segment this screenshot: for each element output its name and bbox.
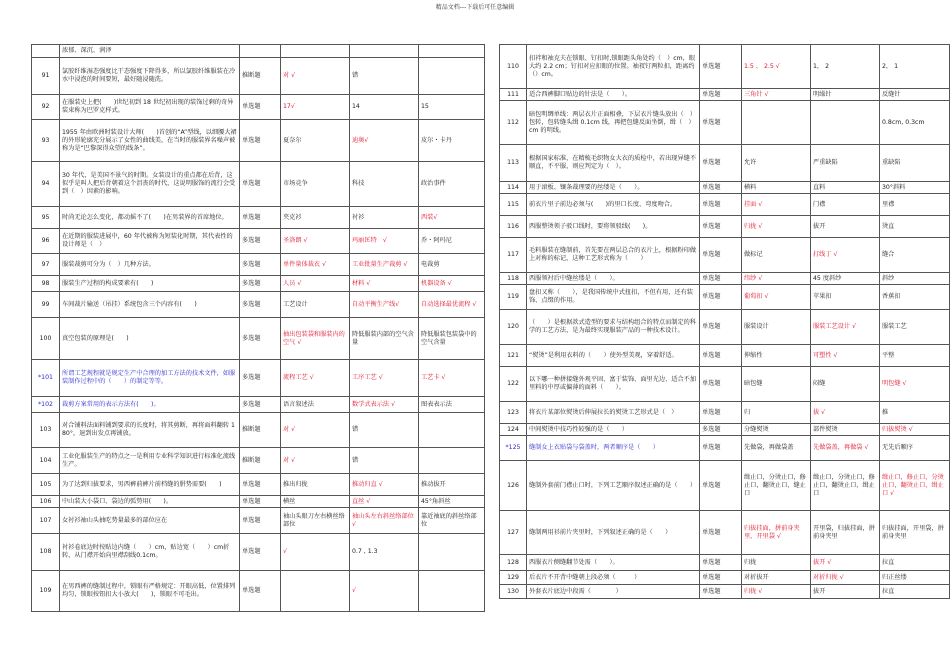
option-a: 圣洛朗 √ bbox=[281, 229, 350, 254]
question-type: 单选题 bbox=[240, 508, 281, 534]
option-b: 闷缝 bbox=[811, 367, 880, 402]
option-b bbox=[350, 45, 419, 58]
question-row bbox=[500, 273, 950, 285]
option-c: 拉直 bbox=[880, 585, 950, 599]
question-row bbox=[32, 276, 485, 292]
option-a: 语言叙述法 bbox=[281, 397, 350, 413]
option-c: 西装√ bbox=[419, 207, 485, 229]
option-b: 袖山头左右斜丝络部位 √ bbox=[350, 508, 419, 534]
option-c bbox=[419, 45, 485, 58]
question-text: 缝制女上衣贴袋与袋盖时，两者顺序是（ ） bbox=[527, 436, 700, 461]
question-type: 多选题 bbox=[240, 229, 281, 254]
question-type: 多选题 bbox=[240, 254, 281, 276]
question-type: 单选题 bbox=[240, 120, 281, 162]
question-type: 单选题 bbox=[700, 461, 742, 511]
question-text: 中山装大小袋口、袋边的弧势用( )。 bbox=[60, 496, 240, 508]
question-number: 119 bbox=[500, 285, 527, 310]
question-row bbox=[500, 585, 950, 599]
question-row bbox=[32, 254, 485, 276]
question-number: 118 bbox=[500, 273, 527, 285]
question-number: 95 bbox=[32, 207, 60, 229]
option-b: 自动平衡生产线√ bbox=[350, 292, 419, 318]
question-number: 108 bbox=[32, 534, 60, 571]
option-b: 部件熨烫 bbox=[811, 424, 880, 436]
question-number: 120 bbox=[500, 310, 527, 345]
option-b: 0.7 , 1.3 bbox=[350, 534, 419, 571]
option-b: 直料 bbox=[811, 182, 880, 194]
option-a: 工艺设计 bbox=[281, 292, 350, 318]
option-c: 推动拔开 bbox=[419, 474, 485, 496]
question-number: 129 bbox=[500, 571, 527, 585]
question-text: 适合西裤脚口贴边的针法是（ ）。 bbox=[527, 89, 700, 101]
option-c: 服装工艺 bbox=[880, 310, 950, 345]
option-c: 30°斜料 bbox=[880, 182, 950, 194]
question-type: 单选题 bbox=[240, 162, 281, 207]
question-row bbox=[500, 424, 950, 436]
question-text: 30 年代，是美国不景气的时期。女装设计的重点都在后背，这似乎是叫人把后背朝着这个沮丧的时代，这说明服饰的流行会受到（ ）因素的影响。 bbox=[60, 162, 240, 207]
question-type: 单选题 bbox=[700, 45, 742, 89]
option-a: 允许 bbox=[742, 145, 811, 182]
question-text: 前衣片里子前边必须与( )的里口长度、弯度吻合。 bbox=[527, 194, 700, 216]
question-type: 推断题 bbox=[240, 413, 281, 448]
question-text: 在近期的服装进展中，60 年代被称为短装化时期，其代表性的设计师是（ ） bbox=[60, 229, 240, 254]
option-a: 抽出包装袋和服装内的空气 √ bbox=[281, 318, 350, 360]
option-a: 分缝熨烫 bbox=[742, 424, 811, 436]
option-b: 可塑性 √ bbox=[811, 345, 880, 367]
option-a: 做标记 bbox=[742, 238, 811, 273]
option-a: 归拢 √ bbox=[742, 216, 811, 238]
question-row bbox=[32, 496, 485, 508]
question-row bbox=[500, 461, 950, 511]
question-row bbox=[500, 45, 950, 89]
question-type: 单选题 bbox=[240, 571, 281, 612]
option-c bbox=[419, 448, 485, 474]
question-text: 后衣片不开背中缝朝上段必须（ ） bbox=[527, 571, 700, 585]
option-c bbox=[419, 58, 485, 95]
option-c: 降低服装包装袋中的空气含量 bbox=[419, 318, 485, 360]
question-row bbox=[500, 238, 950, 273]
question-text: 1955 年由欧洲时装设计大师( )首创的“A”型线，以细腰大裙的外形轮廓充分展示了女性的曲线美，在当时的服装界名噪声被称为是“巴黎深得众望的线条”。 bbox=[60, 120, 240, 162]
question-type: 单选题 bbox=[700, 367, 742, 402]
question-type: 单选题 bbox=[700, 585, 742, 599]
option-a: 市场竞争 bbox=[281, 162, 350, 207]
question-number: 97 bbox=[32, 254, 60, 276]
question-number: 106 bbox=[32, 496, 60, 508]
option-a: 暗包缝 bbox=[742, 367, 811, 402]
question-type: 单选题 bbox=[700, 511, 742, 555]
question-number: *125 bbox=[500, 436, 527, 461]
question-type: 单选题 bbox=[700, 101, 742, 145]
option-b: 缉止口，分烫止口，修止口，翻烫止口，缉止口 bbox=[811, 461, 880, 511]
question-row bbox=[500, 511, 950, 555]
question-row bbox=[500, 89, 950, 101]
question-text: “熨烫”是利用衣料的（ ）使外型美观，穿着舒适。 bbox=[527, 345, 700, 367]
question-row bbox=[500, 216, 950, 238]
option-a: 归 bbox=[742, 402, 811, 424]
question-text: 真空包装的原理是( ) bbox=[60, 318, 240, 360]
question-row bbox=[32, 318, 485, 360]
option-a: √ bbox=[281, 534, 350, 571]
question-text: （ ）是根据款式造型的要求与结构组合的特点而制定的科学的工艺方法，是为最终实现服装产品的一种技术设计。 bbox=[527, 310, 700, 345]
option-a: 单件量体裁衣 √ bbox=[281, 254, 350, 276]
question-row bbox=[500, 145, 950, 182]
question-number: 96 bbox=[32, 229, 60, 254]
option-c: 政治事件 bbox=[419, 162, 485, 207]
question-row bbox=[32, 229, 485, 254]
option-a: 对 √ bbox=[281, 448, 350, 474]
option-b: 材料 √ bbox=[350, 276, 419, 292]
option-c bbox=[419, 534, 485, 571]
question-text: 工业化服装生产的特点之一是利用专业科学知识进行标准化流线生产。 bbox=[60, 448, 240, 474]
option-a bbox=[742, 101, 811, 145]
option-b: 直丝 √ bbox=[350, 496, 419, 508]
right-question-table bbox=[499, 44, 950, 599]
question-row bbox=[500, 571, 950, 585]
option-a: 服装设计 bbox=[742, 310, 811, 345]
option-b: 门襟 bbox=[811, 194, 880, 216]
question-text: 西服领衬后中缝丝缕是（ ）。 bbox=[527, 273, 700, 285]
question-text: 缝制两用衫前片夹里时，下列叙述正确的是（ ） bbox=[527, 511, 700, 555]
option-a bbox=[281, 45, 350, 58]
question-row bbox=[32, 45, 485, 58]
left-question-table bbox=[31, 44, 485, 612]
question-type: 单选题 bbox=[700, 194, 742, 216]
question-text: 所谓工艺规程就是规定生产中合理的加工方法的技术文件，如服装制作过程中的（ ）的制定等等。 bbox=[60, 360, 240, 397]
question-text: 缝制外套前门襟止口时，下列工艺顺序叙述正确的是（ ） bbox=[527, 461, 700, 511]
option-c: 图表表示法 bbox=[419, 397, 485, 413]
question-text: 根据国家标准，在精梳毛织物女大衣的质检中，若出现异缝不顺直，不平服，则应判定为（ ）。 bbox=[527, 145, 700, 182]
question-row bbox=[500, 182, 950, 194]
option-a: 挂面 √ bbox=[742, 194, 811, 216]
question-number: 122 bbox=[500, 367, 527, 402]
question-type: 单选题 bbox=[240, 474, 281, 496]
question-type: 推断题 bbox=[240, 448, 281, 474]
question-type: 多选题 bbox=[240, 360, 281, 397]
question-row bbox=[32, 95, 485, 120]
question-row bbox=[500, 402, 950, 424]
question-row bbox=[32, 162, 485, 207]
question-row bbox=[32, 448, 485, 474]
option-a: 对 √ bbox=[281, 58, 350, 95]
question-type: 多选题 bbox=[240, 397, 281, 413]
question-type: 单选题 bbox=[700, 310, 742, 345]
question-text: 服装生产过程的构成要素有( ) bbox=[60, 276, 240, 292]
option-b: 工序工艺 √ bbox=[350, 360, 419, 397]
question-row bbox=[32, 207, 485, 229]
option-a: 三角针 √ bbox=[742, 89, 811, 101]
question-text: 暗包明绸单线：两层衣片正面相叠，下层衣片缝头放出（ ）包转，包转缝头缉 0.1cm 线，再把包缝反面坐倒，缉（ ）cm 的明线。 bbox=[527, 101, 700, 145]
option-b: 数学式表示法 √ bbox=[350, 397, 419, 413]
option-b: 玛丽匡特 √ bbox=[350, 229, 419, 254]
question-type: 单选题 bbox=[240, 207, 281, 229]
question-row bbox=[32, 120, 485, 162]
question-text: 毛料服装在缝制前，首先要在两层总合的衣片上，根据粉印做上对称的标记，这种工艺形式称为（ ） bbox=[527, 238, 700, 273]
question-type: 单选题 bbox=[240, 95, 281, 120]
option-b: 对折归拢 √ bbox=[811, 571, 880, 585]
question-type: 多选题 bbox=[240, 276, 281, 292]
question-number: 130 bbox=[500, 585, 527, 599]
question-number: 104 bbox=[32, 448, 60, 474]
option-a: 对 √ bbox=[281, 413, 350, 448]
option-b: 错 bbox=[350, 448, 419, 474]
option-b: 拔开 bbox=[811, 585, 880, 599]
question-text: 将衣片某部位熨烫后伸展拉长的熨烫工艺形式是（ ） bbox=[527, 402, 700, 424]
question-number: 92 bbox=[32, 95, 60, 120]
option-b: 45 度斜纱 bbox=[811, 273, 880, 285]
question-text: 衬衫卷底边时按贴边内缝（ ）cm，贴边宽（ ）cm折转，从门襟开始向里襟刮线0.1cm。 bbox=[60, 534, 240, 571]
question-row bbox=[500, 101, 950, 145]
question-type: 单选题 bbox=[700, 571, 742, 585]
option-c: 明包缝 √ bbox=[880, 367, 950, 402]
question-row bbox=[500, 436, 950, 461]
option-c: 烫直 bbox=[880, 216, 950, 238]
question-text: 在服装史上把( )世纪初到 18 世纪初出现的装饰过剩的奇异装束称为巴罗克样式。 bbox=[60, 95, 240, 120]
option-c: 拉直 bbox=[880, 555, 950, 571]
question-number: 105 bbox=[32, 474, 60, 496]
question-text: 用于滚板、镶条裁理要的丝缕是（ ）。 bbox=[527, 182, 700, 194]
question-type: 单选题 bbox=[700, 345, 742, 367]
question-text: 对合铺料法面料铺到要求的长度时，将其剪断，再将面料翻转 180°，退到出发点再铺放。 bbox=[60, 413, 240, 448]
question-type: 单选题 bbox=[240, 534, 281, 571]
option-c: 2， 1 bbox=[880, 45, 950, 89]
option-c: 反缝针 bbox=[880, 89, 950, 101]
option-b: 错 bbox=[350, 58, 419, 95]
option-b bbox=[811, 101, 880, 145]
option-c: 归拔熨烫 √ bbox=[880, 424, 950, 436]
question-row bbox=[500, 345, 950, 367]
question-text: 氯胶纤维湿态强度比干态强度下降得多，所以氯胶纤维服装在冷水中浸泡的时间要短，最好随浸随洗。 bbox=[60, 58, 240, 95]
question-type: 单选题 bbox=[700, 436, 742, 461]
question-type: 单选题 bbox=[700, 285, 742, 310]
option-a: 缉止口，分烫止口，修止口，翻烫止口，缝止口 bbox=[742, 461, 811, 511]
option-a: 对折拔开 bbox=[742, 571, 811, 585]
option-c: 自动选择最优流程 √ bbox=[419, 292, 485, 318]
question-row bbox=[32, 58, 485, 95]
question-type: 多选题 bbox=[700, 424, 742, 436]
question-number: 117 bbox=[500, 238, 527, 273]
option-a: 夏奈尔 bbox=[281, 120, 350, 162]
question-number: 112 bbox=[500, 101, 527, 145]
option-a: 横丝 bbox=[281, 496, 350, 508]
question-text: 女衬衫袖山头抽吃势量最多的部位应在 bbox=[60, 508, 240, 534]
option-a: 1.5 、 2.5 √ bbox=[742, 45, 811, 89]
question-number: 127 bbox=[500, 511, 527, 555]
question-row bbox=[500, 194, 950, 216]
question-type: 多选题 bbox=[240, 318, 281, 360]
page-header: 精品文档---下载后可任意编辑 bbox=[435, 4, 515, 11]
option-c: 电裁剪 bbox=[419, 254, 485, 276]
option-b: 先做袋盖，再做袋 √ bbox=[811, 436, 880, 461]
question-row bbox=[32, 508, 485, 534]
option-b: 迪奥√ bbox=[350, 120, 419, 162]
option-b: 拔开 bbox=[811, 216, 880, 238]
question-number: 98 bbox=[32, 276, 60, 292]
option-a: 人员 √ bbox=[281, 276, 350, 292]
option-b: √ bbox=[350, 571, 419, 612]
question-type: 单选题 bbox=[700, 182, 742, 194]
question-number: 128 bbox=[500, 555, 527, 571]
option-b: 严重缺陷 bbox=[811, 145, 880, 182]
question-row bbox=[32, 292, 485, 318]
question-row bbox=[500, 285, 950, 310]
question-number: 94 bbox=[32, 162, 60, 207]
option-a bbox=[281, 571, 350, 612]
question-text: 裁剪方案常用的表示方法有( )。 bbox=[60, 397, 240, 413]
question-text: 车间裁片输送（吊挂）系统包含三个内容有( ) bbox=[60, 292, 240, 318]
question-number: 93 bbox=[32, 120, 60, 162]
question-text: 服装裁剪可分为（ ）几种方法。 bbox=[60, 254, 240, 276]
question-type: 单选题 bbox=[700, 555, 742, 571]
option-c: 推 bbox=[880, 402, 950, 424]
option-b: 降低服装内部的空气含量 bbox=[350, 318, 419, 360]
question-text: 在男西裤的缝制过程中，锁眼有严格规定：开眼高低，位置排列均匀，锁眼按钮扣大小放大( )，锁眼不可毛出。 bbox=[60, 571, 240, 612]
option-a: 横料 bbox=[742, 182, 811, 194]
option-c: 15 bbox=[419, 95, 485, 120]
option-c: 缝合 bbox=[880, 238, 950, 273]
question-number: 111 bbox=[500, 89, 527, 101]
option-b: 开里袋，归拔挂面，拼前身夹里 bbox=[811, 511, 880, 555]
option-a: 袖山头眼刀左右横丝络部位 bbox=[281, 508, 350, 534]
question-text: 以下哪一种拼接缝外观平固、富于装饰、面里光边、适合不加里料的中厚或偏薄的面料（ ）。 bbox=[527, 367, 700, 402]
question-number: 114 bbox=[500, 182, 527, 194]
option-c: 归正丝缕 bbox=[880, 571, 950, 585]
option-b: 服装工艺设计 √ bbox=[811, 310, 880, 345]
option-a: 夹克衫 bbox=[281, 207, 350, 229]
question-number: 109 bbox=[32, 571, 60, 612]
option-a: 纬纱 √ bbox=[742, 273, 811, 285]
option-a: 葡萄扣 √ bbox=[742, 285, 811, 310]
option-c: 里襟 bbox=[880, 194, 950, 216]
question-text: 盘扣又称（ ），是我国传统中式扭扣，不但有用，还有装饰、点缀的作用。 bbox=[527, 285, 700, 310]
question-row bbox=[32, 413, 485, 448]
option-c: 斜纱 bbox=[880, 273, 950, 285]
question-text: 扣袢和袖克夫在锁眼、钉扣时,锁眼距头角处约（ ）cm，眼大约 2.2 cm；钉扣对应扣眼的位置。袖衩钉两粒扣，距离约（）cm。 bbox=[527, 45, 700, 89]
option-c: 缉止口，修止口，分烫止口，翻烫止口，缉止口 √ bbox=[880, 461, 950, 511]
option-b: 拔 √ bbox=[811, 402, 880, 424]
option-a: 先做袋，再做袋盖 bbox=[742, 436, 811, 461]
question-text: 西服衣片侧缝翻节处需（ ）。 bbox=[527, 555, 700, 571]
option-c: 归拔挂面，开里袋，拼前身夹里 bbox=[880, 511, 950, 555]
option-c bbox=[419, 571, 485, 612]
option-c: 工艺卡 √ bbox=[419, 360, 485, 397]
option-a: 17√ bbox=[281, 95, 350, 120]
option-c: 0.8cm, 0.3cm bbox=[880, 101, 950, 145]
option-b: 明缲针 bbox=[811, 89, 880, 101]
question-row bbox=[500, 310, 950, 345]
option-b: 推动归直 √ bbox=[350, 474, 419, 496]
option-a: 归拔挂面，拼前身夹里，开里袋 √ bbox=[742, 511, 811, 555]
option-b: 科技 bbox=[350, 162, 419, 207]
question-number: 115 bbox=[500, 194, 527, 216]
option-c: 皮尔・卡丹 bbox=[419, 120, 485, 162]
question-row bbox=[32, 360, 485, 397]
question-number: *102 bbox=[32, 397, 60, 413]
question-number: 123 bbox=[500, 402, 527, 424]
question-number bbox=[32, 45, 60, 58]
question-number: 91 bbox=[32, 58, 60, 95]
option-b: 苹果扣 bbox=[811, 285, 880, 310]
question-type: 单选题 bbox=[700, 89, 742, 101]
option-c: 平整 bbox=[880, 345, 950, 367]
question-number: 124 bbox=[500, 424, 527, 436]
option-b: 错 bbox=[350, 413, 419, 448]
option-b: 打线丁 √ bbox=[811, 238, 880, 273]
question-type bbox=[240, 45, 281, 58]
option-c: 香蕉扣 bbox=[880, 285, 950, 310]
question-type: 单选题 bbox=[700, 238, 742, 273]
option-b: 工业批量生产裁剪 √ bbox=[350, 254, 419, 276]
question-row bbox=[32, 397, 485, 413]
option-a: 流程工艺 √ bbox=[281, 360, 350, 397]
question-number: 116 bbox=[500, 216, 527, 238]
question-row bbox=[32, 571, 485, 612]
option-a: 推出归拢 bbox=[281, 474, 350, 496]
option-c: 机器设备 √ bbox=[419, 276, 485, 292]
option-c bbox=[419, 413, 485, 448]
question-number: 113 bbox=[500, 145, 527, 182]
question-type: 单选题 bbox=[700, 402, 742, 424]
option-a: 归拢 bbox=[742, 555, 811, 571]
question-type: 多选题 bbox=[240, 292, 281, 318]
question-row bbox=[32, 474, 485, 496]
option-c: 乔・阿玛尼 bbox=[419, 229, 485, 254]
question-number: 99 bbox=[32, 292, 60, 318]
option-b: 衬衫 bbox=[350, 207, 419, 229]
option-c: 重缺陷 bbox=[880, 145, 950, 182]
question-type: 推断题 bbox=[240, 58, 281, 95]
question-number: 121 bbox=[500, 345, 527, 367]
option-b: 拔开 √ bbox=[811, 555, 880, 571]
option-c: 45°角斜丝 bbox=[419, 496, 485, 508]
question-number: 100 bbox=[32, 318, 60, 360]
option-a: 伸缩性 bbox=[742, 345, 811, 367]
question-text: 浓郁、深沉、润泽 bbox=[60, 45, 240, 58]
question-text: 外套衣片底边中段需（ ） bbox=[527, 585, 700, 599]
question-number: 107 bbox=[32, 508, 60, 534]
question-type: 单选题 bbox=[240, 496, 281, 508]
option-a: 归拢 √ bbox=[742, 585, 811, 599]
question-text: 时尚无论怎么变化，都动摇不了( )在男装界的首席地位。 bbox=[60, 207, 240, 229]
question-row bbox=[32, 534, 485, 571]
question-text: 中间熨烫中技巧性较强的是（ ） bbox=[527, 424, 700, 436]
question-type: 单选题 bbox=[700, 273, 742, 285]
question-row bbox=[500, 367, 950, 402]
question-type: 单选题 bbox=[700, 145, 742, 182]
option-b: 1， 2 bbox=[811, 45, 880, 89]
question-number: 110 bbox=[500, 45, 527, 89]
question-number: 103 bbox=[32, 413, 60, 448]
option-c: 无先后顺序 bbox=[880, 436, 950, 461]
question-type: 单选题 bbox=[700, 216, 742, 238]
question-row bbox=[500, 555, 950, 571]
question-text: 西服整烫领子驳口线时，要将领驳线( )。 bbox=[527, 216, 700, 238]
question-number: *101 bbox=[32, 360, 60, 397]
option-c: 靠近袖底的斜丝络部位 bbox=[419, 508, 485, 534]
question-text: 为了达到归拔要求，男西裤前裤片前档缝的肼势需要( ) bbox=[60, 474, 240, 496]
option-b: 14 bbox=[350, 95, 419, 120]
question-number: 126 bbox=[500, 461, 527, 511]
